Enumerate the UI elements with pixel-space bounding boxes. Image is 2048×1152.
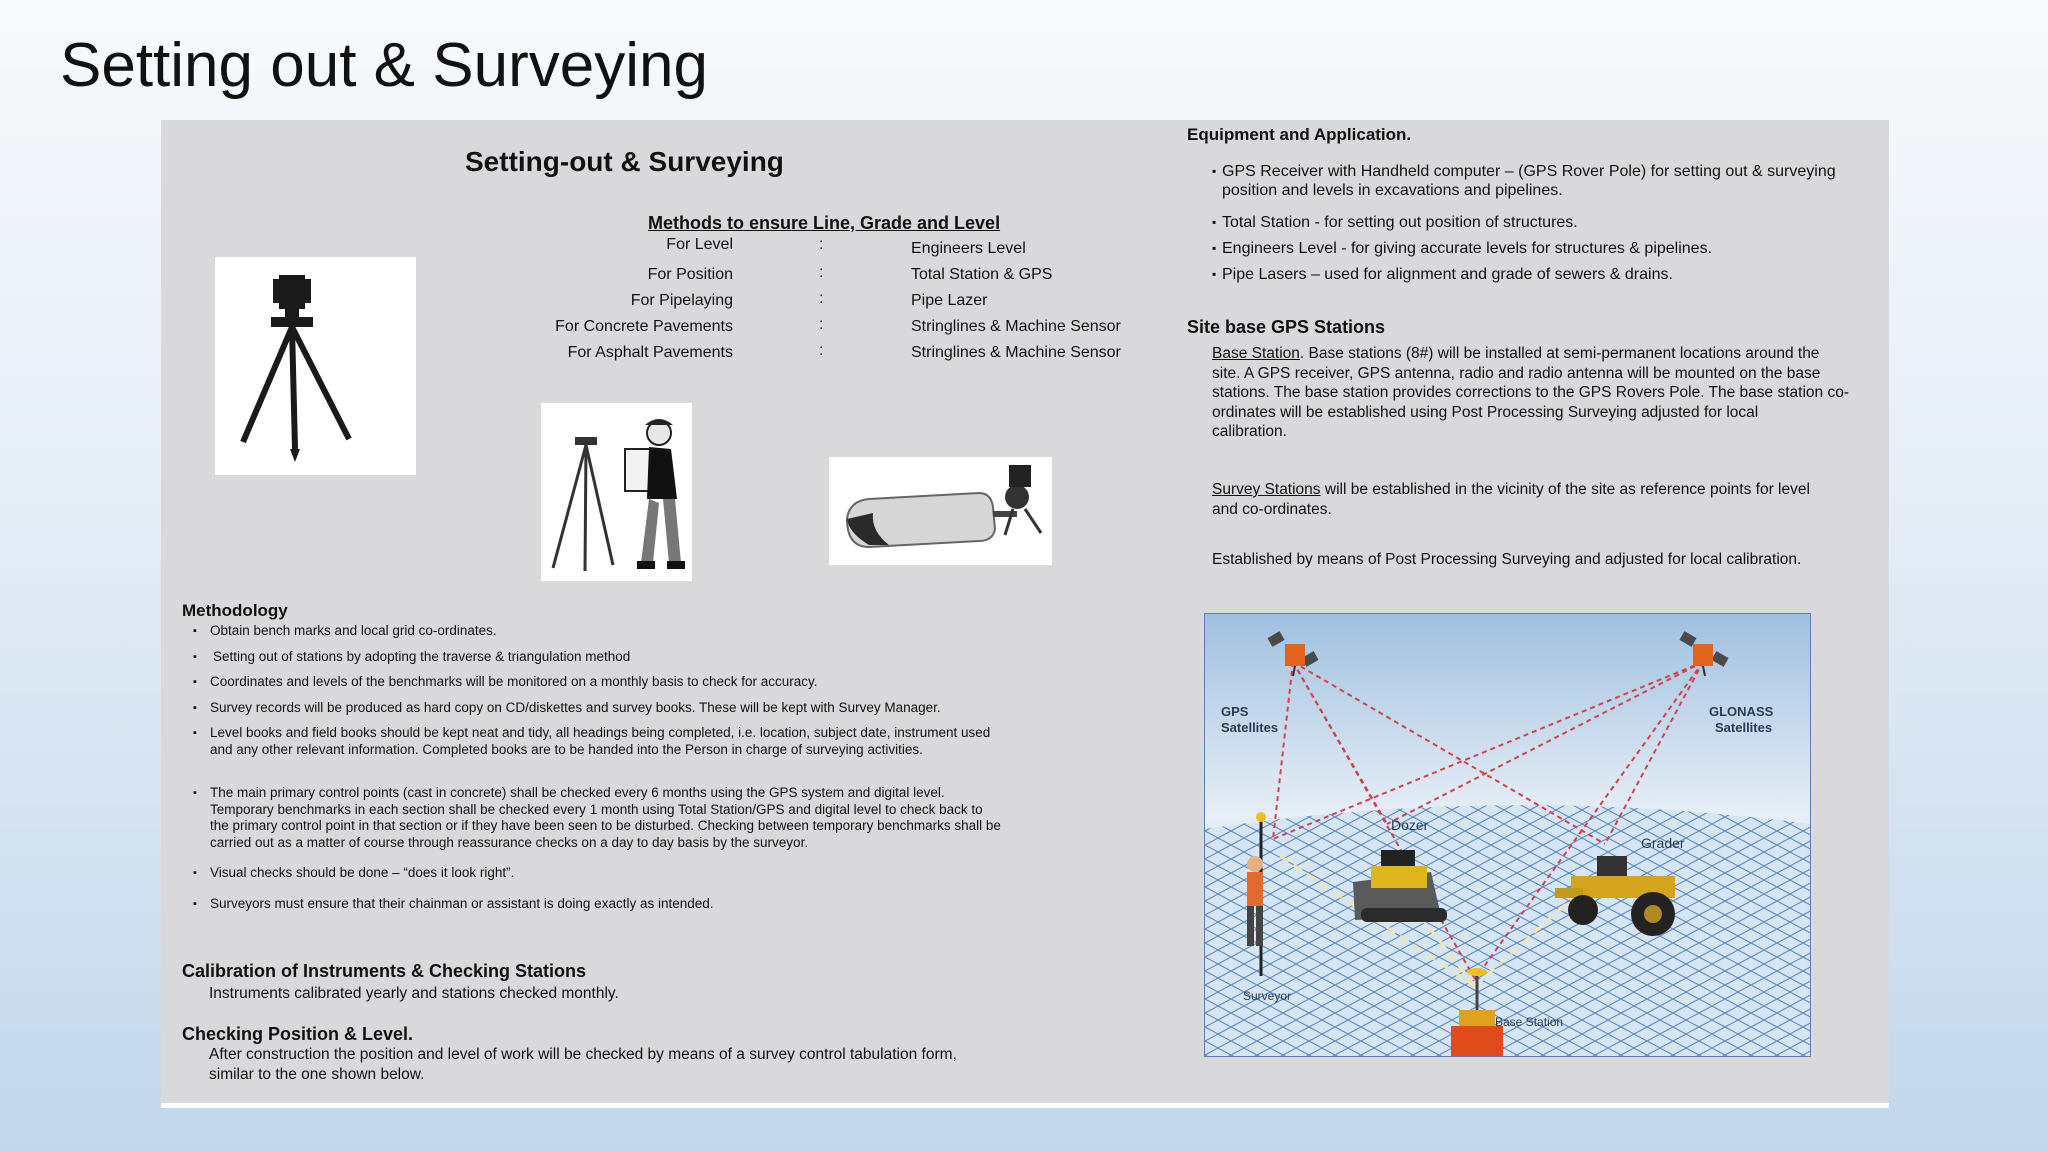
slide-title: Setting out & Surveying xyxy=(60,31,708,100)
method-separator: : xyxy=(819,342,824,359)
checking-text: After construction the position and level of work will be checked by means of a survey control tabulation form, similar to the one shown below. xyxy=(209,1046,957,1083)
methods-title: Methods to ensure Line, Grade and Level xyxy=(648,213,1001,233)
method-separator: : xyxy=(819,290,824,307)
gps-stations-heading: Site base GPS Stations xyxy=(1187,317,1386,337)
dozer-label: Dozer xyxy=(1391,817,1429,833)
methodology-heading: Methodology xyxy=(182,601,288,620)
method-separator: : xyxy=(819,236,824,253)
survey-stations-paragraph xyxy=(1212,480,1862,519)
method-value-asphalt: Stringlines & Machine Sensor xyxy=(911,344,1121,361)
survey-stations-text: will be established in the vicinity of the site as reference points for level and co-ordinates. xyxy=(1212,481,1810,518)
methodology-item: ▪ Obtain bench marks and local grid co-ordinates. xyxy=(190,623,1050,640)
calibration-text: Instruments calibrated yearly and stations checked monthly. xyxy=(209,985,619,1002)
base-station-diagram-label: Base Station xyxy=(1495,1015,1564,1029)
survey-stations-label: Survey Stations xyxy=(1212,481,1321,498)
method-label-level: For Level xyxy=(666,236,733,253)
method-label-concrete: For Concrete Pavements xyxy=(555,318,733,335)
methodology-list xyxy=(190,623,1050,921)
base-station-label: Base Station xyxy=(1212,345,1300,362)
panel-divider xyxy=(161,1103,1889,1108)
methodology-item: ▪ Level books and field books should be kept neat and tidy, all headings being completed, i.e. location, subject date, instrument used and any other relevant information. Completed books are to be handed into the Person in charge of surveying activities. xyxy=(190,725,1050,758)
surveyor-tripod-image xyxy=(541,403,692,581)
gps-diagram xyxy=(1204,613,1811,1057)
equipment-list xyxy=(1212,162,1872,291)
surveyor-label: Surveyor xyxy=(1243,989,1292,1003)
methodology-item: ▪ The main primary control points (cast in concrete) shall be checked every 6 months using the GPS system and digital level. Temporary benchmarks in each section shall be checked every 1 month using Total Station/GPS and digital level to check back to the primary control point in that section or if they have been seen to be disturbed. Checking between temporary benchmarks shall be carried out as a matter of course through reassurance checks on a day to day basis by the surveyor. xyxy=(190,785,1050,851)
method-label-asphalt: For Asphalt Pavements xyxy=(567,344,733,361)
total-station-image xyxy=(215,257,416,475)
methodology-item: ▪ Survey records will be produced as hard copy on CD/diskettes and survey books. These will be kept with Survey Manager. xyxy=(190,700,1050,717)
glonass-label-line1: GLONASS xyxy=(1709,704,1774,719)
pipe-laser-icon xyxy=(829,457,1052,565)
method-value-concrete: Stringlines & Machine Sensor xyxy=(911,318,1121,335)
method-label-position: For Position xyxy=(647,266,733,283)
method-label-pipelaying: For Pipelaying xyxy=(630,292,733,309)
methodology-item: ▪ Setting out of stations by adopting the traverse & triangulation method xyxy=(190,649,1050,666)
method-separator: : xyxy=(819,264,824,281)
pipe-laser-image xyxy=(829,457,1052,565)
equipment-item: ▪ Engineers Level - for giving accurate levels for structures & pipelines. xyxy=(1212,239,1872,258)
method-value-position: Total Station & GPS xyxy=(911,266,1053,283)
methodology-item: ▪ Visual checks should be done – “does it look right”. xyxy=(190,865,1050,882)
gps-label-line1: GPS xyxy=(1221,704,1249,719)
calibration-heading: Calibration of Instruments & Checking Stations xyxy=(182,961,587,981)
established-text: Established by means of Post Processing Surveying and adjusted for local calibration. xyxy=(1212,551,1802,568)
total-station-icon xyxy=(215,257,416,475)
equipment-item: ▪ GPS Receiver with Handheld computer – (GPS Rover Pole) for setting out & surveying position and levels in excavations and pipelines. xyxy=(1212,162,1872,200)
equipment-heading: Equipment and Application. xyxy=(1187,125,1412,144)
glonass-label-line2: Satellites xyxy=(1715,720,1773,735)
surveyor-icon xyxy=(541,403,692,581)
method-value-pipelaying: Pipe Lazer xyxy=(911,292,988,309)
panel-title: Setting-out & Surveying xyxy=(465,146,784,177)
method-value-level: Engineers Level xyxy=(911,240,1026,257)
gps-diagram-illustration xyxy=(1205,614,1810,1056)
methodology-item: ▪ Surveyors must ensure that their chainman or assistant is doing exactly as intended. xyxy=(190,896,1050,913)
checking-heading: Checking Position & Level. xyxy=(182,1024,414,1044)
grader-label: Grader xyxy=(1641,835,1685,851)
gps-label-line2: Satellites xyxy=(1221,720,1279,735)
equipment-item: ▪ Pipe Lasers – used for alignment and grade of sewers & drains. xyxy=(1212,265,1872,284)
base-station-text: . Base stations (8#) will be installed at semi-permanent locations around the site. A GPS receiver, GPS antenna, radio and radio antenna will be mounted on the base stations. The base station provides corrections to the GPS Rovers Pole. The base station co- ordinates will be established using Post Processing Surveying adjusted for local calibration. xyxy=(1212,345,1849,440)
base-station-paragraph xyxy=(1212,344,1862,442)
method-separator: : xyxy=(819,316,824,333)
methodology-item: ▪ Coordinates and levels of the benchmarks will be monitored on a monthly basis to check for accuracy. xyxy=(190,674,1050,691)
equipment-item: ▪ Total Station - for setting out position of structures. xyxy=(1212,213,1872,232)
